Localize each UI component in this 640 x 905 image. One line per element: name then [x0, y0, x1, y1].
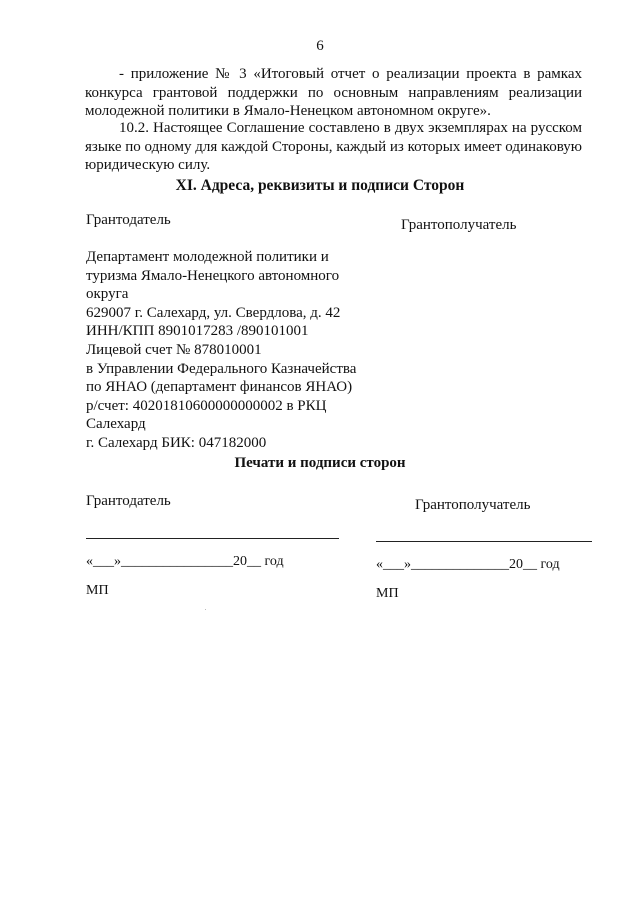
grantee-signature-line: [376, 541, 592, 542]
grantee-signature-label: Грантополучатель: [415, 497, 531, 513]
paragraph-line: молодежной политики в Ямало-Ненецком автономном округе».: [85, 103, 491, 119]
details-line: Департамент молодежной политики и: [86, 249, 329, 265]
details-line: Салехард: [86, 416, 146, 433]
page-number: 6: [316, 38, 324, 54]
grantor-date: «___»________________20__ год: [86, 554, 284, 569]
paragraph-appendix: [85, 65, 582, 121]
details-line: г. Салехард БИК: 047182000: [86, 434, 267, 451]
grantor-label: Грантодатель: [86, 212, 171, 228]
section-title: XI. Адреса, реквизиты и подписи Сторон: [175, 177, 465, 194]
details-line: 629007 г. Салехард, ул. Свердлова, д. 42: [86, 304, 341, 321]
grantor-details: [86, 248, 356, 453]
grantor-seal-mark: МП: [86, 583, 109, 598]
details-line: р/счет: 40201810600000000002 в РКЦ: [86, 397, 327, 414]
details-line: в Управлении Федерального Казначейства: [86, 360, 357, 377]
paragraph-line: - приложение № 3 «Итоговый отчет о реализации проекта в рамках: [119, 66, 582, 82]
paragraph-line: языке по одному для каждой Стороны, каждый из которых имеет одинаковую: [85, 138, 582, 155]
paragraph-line: конкурса грантовой поддержки по основным направлениям реализации: [85, 84, 582, 101]
grantor-signature-line: [86, 538, 339, 539]
scan-speck: [205, 609, 206, 610]
details-line: округа: [86, 286, 129, 303]
details-line: Лицевой счет № 878010001: [86, 341, 262, 358]
grantee-seal-mark: МП: [376, 586, 399, 601]
details-line: ИНН/КПП 8901017283 /890101001: [86, 323, 309, 340]
details-line: по ЯНАО (департамент финансов ЯНАО): [86, 379, 353, 396]
paragraph-copies: [85, 119, 582, 175]
details-line: туризма Ямало-Ненецкого автономного: [86, 267, 340, 284]
grantee-date: «___»______________20__ год: [376, 557, 560, 572]
stamps-title: Печати и подписи сторон: [234, 455, 406, 471]
grantee-label: Грантополучатель: [401, 217, 517, 233]
paragraph-line: 10.2. Настоящее Соглашение составлено в двух экземплярах на русском: [119, 120, 582, 136]
paragraph-line: юридическую силу.: [85, 157, 211, 173]
grantor-signature-label: Грантодатель: [86, 493, 171, 509]
